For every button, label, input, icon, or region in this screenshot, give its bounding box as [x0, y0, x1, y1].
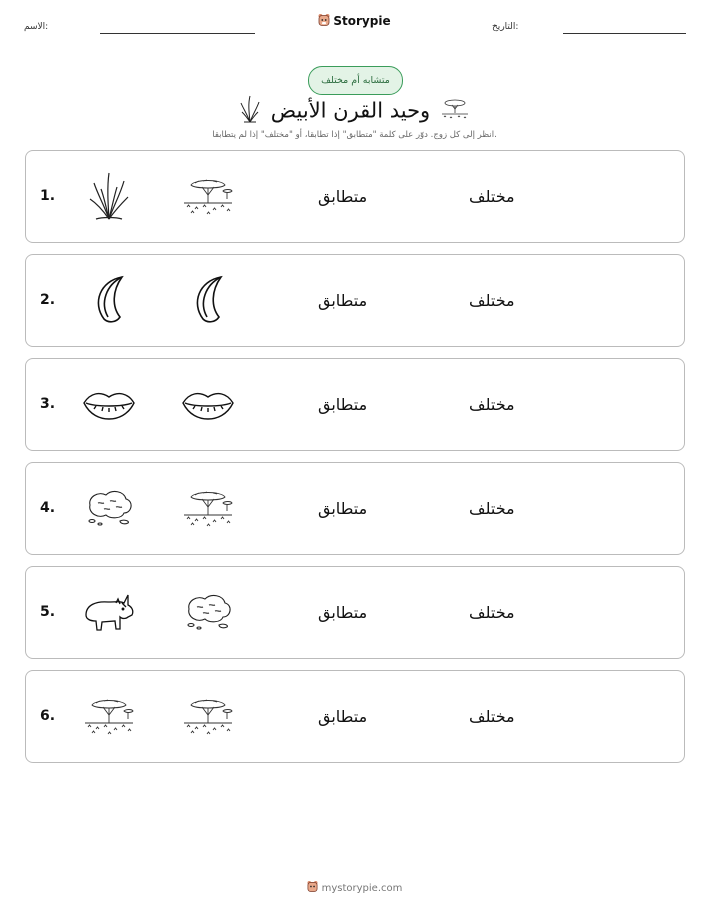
question-number: 5. [40, 604, 56, 620]
bear-mascot-icon [307, 880, 318, 896]
rhino-icon [82, 585, 136, 639]
name-line[interactable] [100, 33, 255, 34]
page-title-wrap [0, 94, 709, 129]
same-option[interactable]: متطابق [318, 395, 368, 414]
mud-puddle-icon [82, 481, 136, 535]
question-row [25, 254, 685, 347]
savanna-icon [181, 481, 235, 535]
savanna-icon [181, 169, 235, 223]
horn-icon [181, 273, 235, 327]
question-number: 1. [40, 188, 56, 204]
date-label: التاريخ: [492, 22, 519, 32]
question-number: 2. [40, 292, 56, 308]
question-row [25, 462, 685, 555]
name-label: الاسم: [24, 22, 49, 32]
question-row [25, 358, 685, 451]
savanna-icon [82, 689, 136, 743]
activity-badge: متشابه أم مختلف [308, 66, 403, 95]
question-number: 6. [40, 708, 56, 724]
different-option[interactable]: مختلف [469, 395, 515, 414]
question-number: 3. [40, 396, 56, 412]
same-option[interactable]: متطابق [318, 603, 368, 622]
date-line[interactable] [563, 33, 686, 34]
different-option[interactable]: مختلف [469, 291, 515, 310]
lips-icon [181, 377, 235, 431]
savanna-icon [440, 97, 470, 126]
grass-icon [239, 94, 261, 129]
horn-icon [82, 273, 136, 327]
bear-mascot-icon [318, 13, 330, 30]
different-option[interactable]: مختلف [469, 707, 515, 726]
instructions: انظر إلى كل زوج. دوّر على كلمة "متطابق" إذا تطابقا، أو "مختلف" إذا لم يتطابقا. [212, 130, 497, 140]
lips-icon [82, 377, 136, 431]
question-row [25, 150, 685, 243]
page-title: وحيد القرن الأبيض [270, 98, 431, 123]
different-option[interactable]: مختلف [469, 499, 515, 518]
same-option[interactable]: متطابق [318, 499, 368, 518]
different-option[interactable]: مختلف [469, 603, 515, 622]
mud-puddle-icon [181, 585, 235, 639]
question-row [25, 670, 685, 763]
question-row [25, 566, 685, 659]
footer [0, 880, 709, 896]
brand-name: Storypie [333, 14, 391, 28]
footer-url: mystorypie.com [321, 883, 403, 894]
savanna-icon [181, 689, 235, 743]
same-option[interactable]: متطابق [318, 187, 368, 206]
grass-icon [82, 169, 136, 223]
same-option[interactable]: متطابق [318, 291, 368, 310]
different-option[interactable]: مختلف [469, 187, 515, 206]
brand [0, 13, 709, 30]
same-option[interactable]: متطابق [318, 707, 368, 726]
question-number: 4. [40, 500, 56, 516]
